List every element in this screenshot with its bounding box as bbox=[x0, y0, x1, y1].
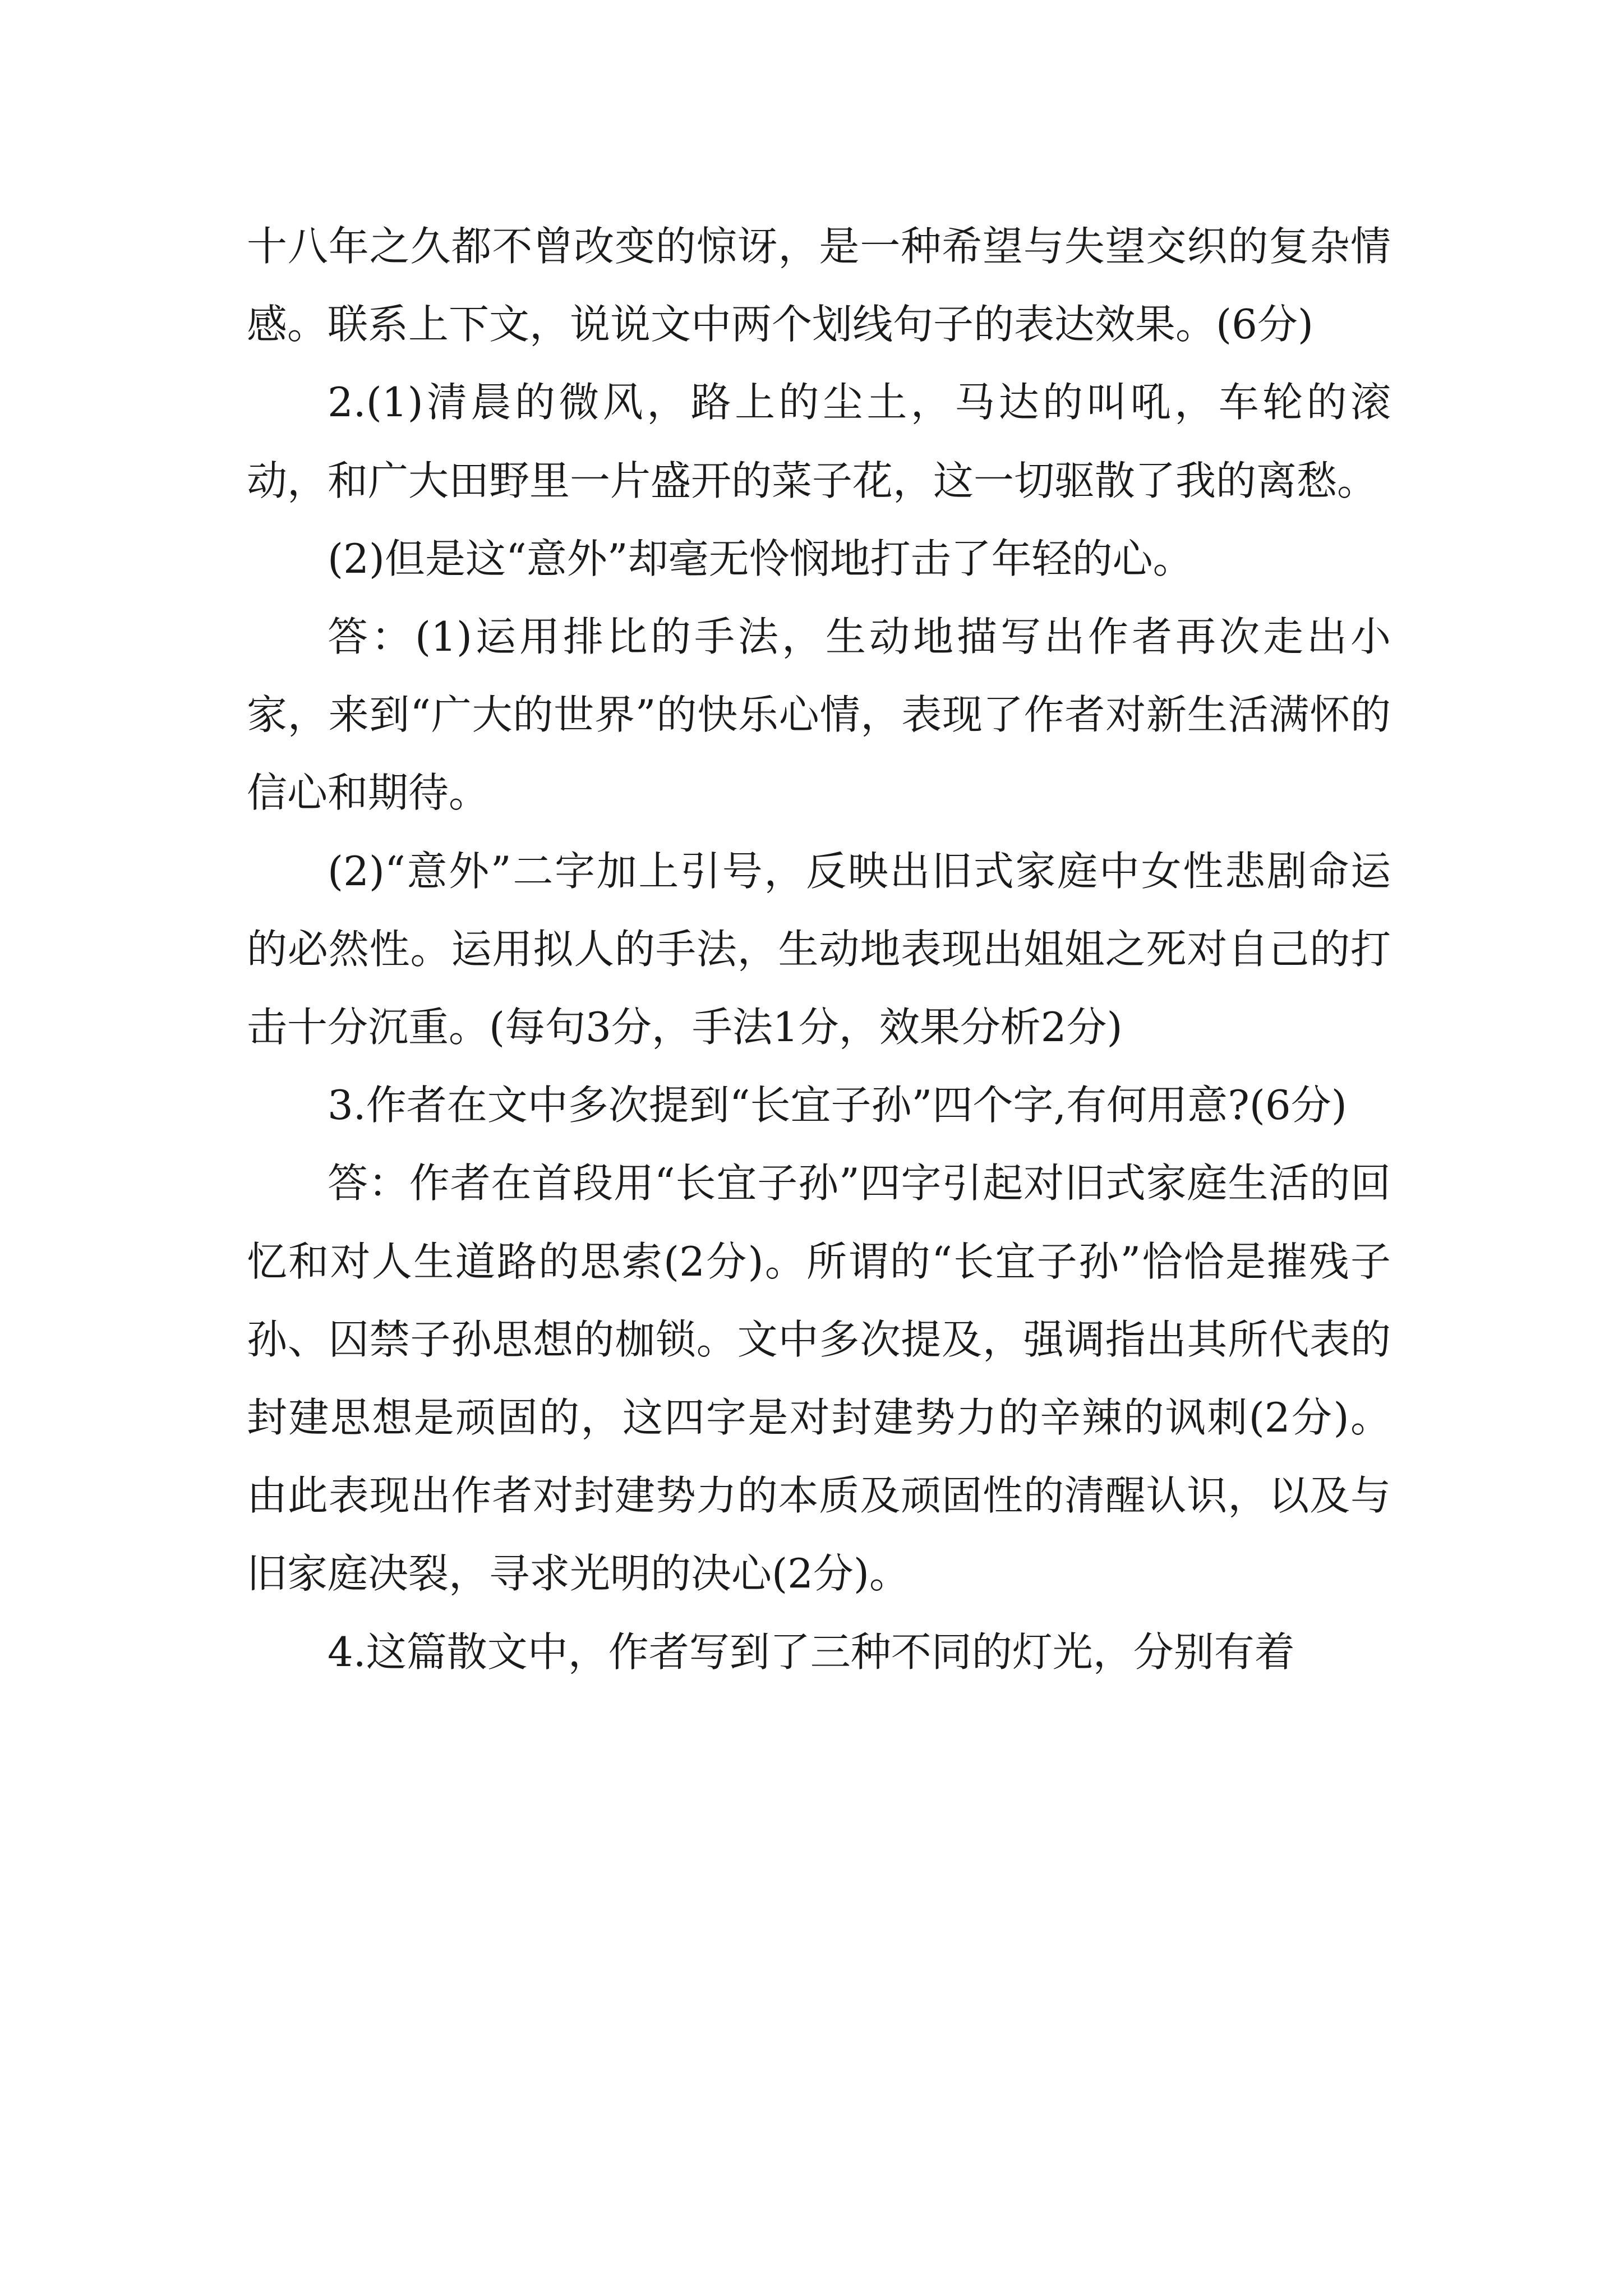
paragraph-question-2-sentence-1: 2.(1)清晨的微风，路上的尘土，马达的叫吼，车轮的滚动，和广大田野里一片盛开的菜子花，这一切驱散了我的离愁。 bbox=[247, 379, 1391, 504]
paragraph-continuation: 十八年之久都不曾改变的惊讶，是一种希望与失望交织的复杂情感。联系上下文，说说文中两个划线句子的表达效果。(6分) bbox=[247, 223, 1391, 348]
paragraph-question-2-sentence-2: (2)但是这“意外”却毫无怜悯地打击了年轻的心。 bbox=[328, 535, 1193, 582]
document-body bbox=[247, 208, 1391, 1691]
paragraph-answer-3: 答：作者在首段用“长宜子孙”四字引起对旧式家庭生活的回忆和对人生道路的思索(2分)。所谓的“长宜子孙”恰恰是摧残子孙、囚禁子孙思想的枷锁。文中多次提及，强调指出其所代表的封建思想是顽固的，这四字是对封建势力的辛辣的讽刺(2分)。由此表现出作者对封建势力的本质及顽固性的清醒认识，以及与旧家庭决裂，寻求光明的决心(2分)。 bbox=[247, 1159, 1391, 1598]
paragraph-question-3: 3.作者在文中多次提到“长宜子孙”四个字,有何用意?(6分) bbox=[328, 1082, 1347, 1129]
paragraph-answer-2-part-1: 答：(1)运用排比的手法，生动地描写出作者再次走出小家，来到“广大的世界”的快乐心情，表现了作者对新生活满怀的信心和期待。 bbox=[247, 613, 1391, 817]
paragraph-answer-2-part-2: (2)“意外”二字加上引号，反映出旧式家庭中女性悲剧命运的必然性。运用拟人的手法，生动地表现出姐姐之死对自己的打击十分沉重。(每句3分，手法1分，效果分析2分) bbox=[247, 847, 1391, 1051]
paragraph-question-4: 4.这篇散文中，作者写到了三种不同的灯光，分别有着 bbox=[328, 1628, 1295, 1676]
